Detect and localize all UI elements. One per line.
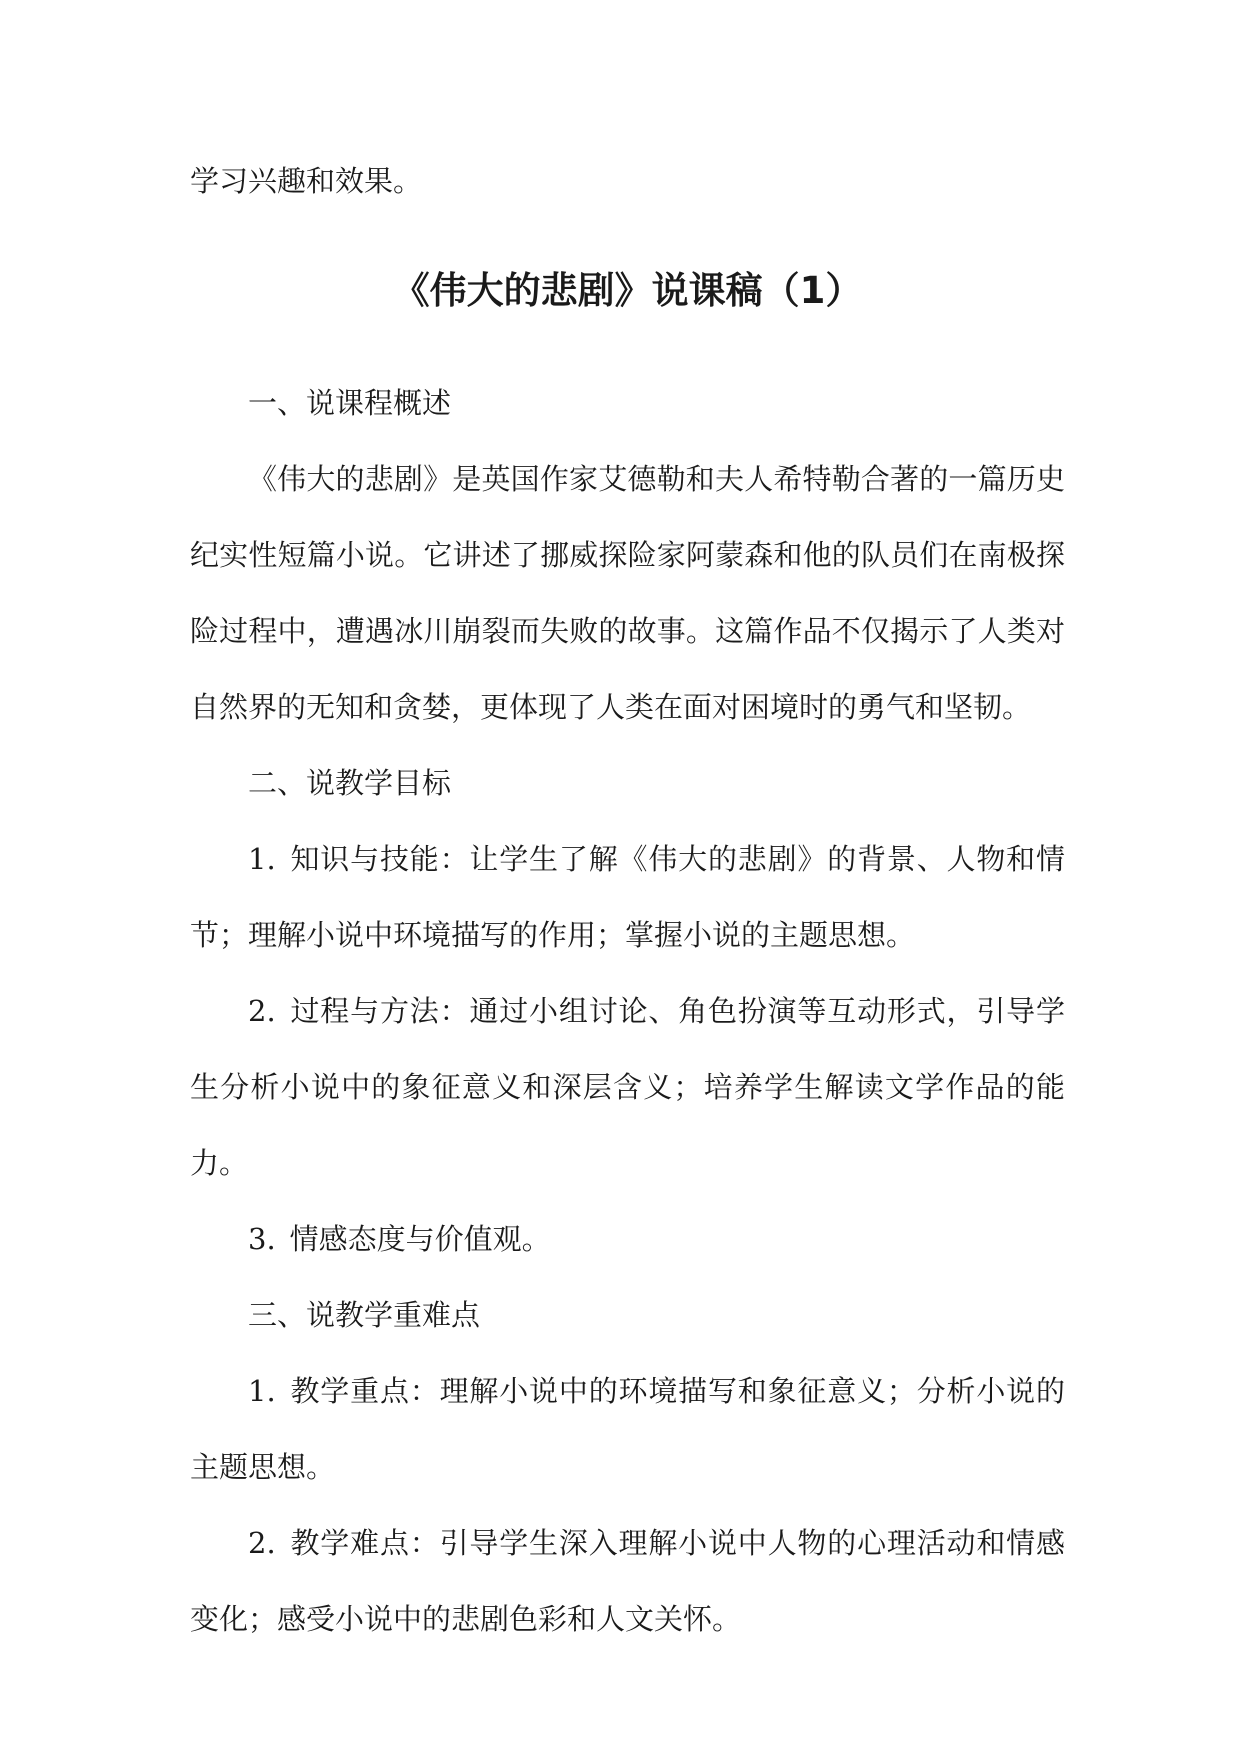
objective-text: 情感态度与价值观。 bbox=[289, 1222, 551, 1256]
key-point-text: 教学重点：理解小说中的环境描写和象征意义；分析小说的主题思想。 bbox=[190, 1374, 1065, 1484]
key-point-number: 2. bbox=[248, 1526, 276, 1560]
document-body bbox=[190, 143, 1065, 1657]
objective-item bbox=[190, 1201, 1065, 1277]
objective-text: 过程与方法：通过小组讨论、角色扮演等互动形式，引导学生分析小说中的象征意义和深层含义；培养学生解读文学作品的能力。 bbox=[190, 994, 1065, 1180]
key-point-text: 教学难点：引导学生深入理解小说中人物的心理活动和情感变化；感受小说中的悲剧色彩和人文关怀。 bbox=[190, 1526, 1065, 1636]
key-point-number: 1. bbox=[248, 1374, 276, 1408]
objective-number: 3. bbox=[248, 1222, 276, 1256]
objective-number: 1. bbox=[248, 842, 276, 876]
objective-item bbox=[190, 973, 1065, 1201]
section-heading-objectives: 二、说教学目标 bbox=[248, 766, 452, 800]
section-heading-key-points: 三、说教学重难点 bbox=[248, 1298, 481, 1332]
objective-item bbox=[190, 821, 1065, 973]
objective-text: 知识与技能：让学生了解《伟大的悲剧》的背景、人物和情节；理解小说中环境描写的作用；掌握小说的主题思想。 bbox=[190, 842, 1065, 952]
section-heading-overview: 一、说课程概述 bbox=[248, 386, 452, 420]
overview-paragraph: 《伟大的悲剧》是英国作家艾德勒和夫人希特勒合著的一篇历史纪实性短篇小说。它讲述了挪威探险家阿蒙森和他的队员们在南极探险过程中，遭遇冰川崩裂而失败的故事。这篇作品不仅揭示了人类对自然界的无知和贪婪，更体现了人类在面对困境时的勇气和坚韧。 bbox=[190, 462, 1065, 724]
objective-number: 2. bbox=[248, 994, 276, 1028]
key-point-item bbox=[190, 1505, 1065, 1657]
key-point-item bbox=[190, 1353, 1065, 1505]
document-title: 《伟大的悲剧》说课稿（1） bbox=[392, 269, 863, 312]
carryover-text: 学习兴趣和效果。 bbox=[190, 164, 423, 198]
